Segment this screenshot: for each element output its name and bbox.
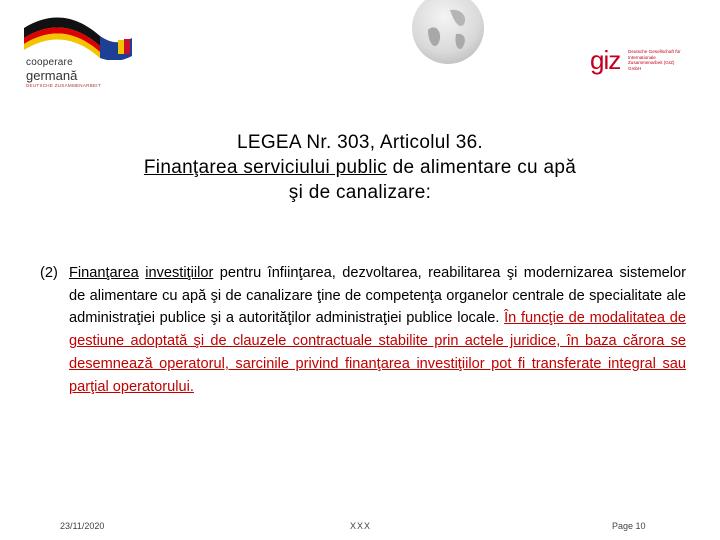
slide-title	[40, 130, 680, 205]
paragraph-text	[40, 262, 686, 398]
paragraph-main-text: pentru înfiinţarea, dezvoltarea, reabilitarea şi modernizarea sistemelor de alimentare cu apă şi de canalizare ţine de competenţa organelor centrale de specialitate ale administraţiei publice şi a autorităţilor administraţiei publice locale.	[69, 265, 686, 327]
underlined-word-finantarea: Finanţarea	[69, 265, 139, 281]
logo-line-deutsche: DEUTSCHE ZUSAMMENARBEIT	[26, 83, 101, 88]
logo-line-cooperare: cooperare	[26, 57, 73, 68]
title-line-3: şi de canalizare:	[288, 182, 432, 203]
logo-line-germana: germană	[26, 68, 78, 83]
cooperare-germana-logo	[20, 10, 140, 95]
title-line-2	[40, 155, 680, 180]
giz-wordmark: giz	[590, 45, 621, 75]
highlighted-red-text: În funcţie de modalitatea de gestiune adoptată şi de clauzele contractuale stabilite prin actele juridice, în baza cărora se desemnează operatorul, sarcinile privind finanţarea investiţiilor pot fi transferate integral sau parţial operatorului.	[69, 310, 686, 395]
globe-icon	[408, 0, 488, 75]
title-line-1: LEGEA Nr. 303, Articolul 36.	[236, 132, 484, 153]
title-underlined-phrase: Finanţarea serviciului public	[143, 157, 388, 178]
flag-ribbon-icon	[20, 10, 140, 60]
footer-date: 23/11/2020	[60, 521, 105, 531]
giz-subtext: Deutsche Gesellschaft für Internationale Zusammenarbeit (GIZ) GmbH	[628, 49, 681, 72]
giz-logo	[590, 45, 681, 76]
paragraph-number: (2)	[40, 265, 58, 281]
footer-page-number: Page 10	[612, 521, 646, 531]
title-line-2-rest: de alimentare cu apă	[387, 157, 577, 178]
law-paragraph	[40, 262, 686, 398]
footer-middle: XXX	[350, 521, 372, 531]
underlined-word-investitiilor: investiţiilor	[145, 265, 214, 281]
